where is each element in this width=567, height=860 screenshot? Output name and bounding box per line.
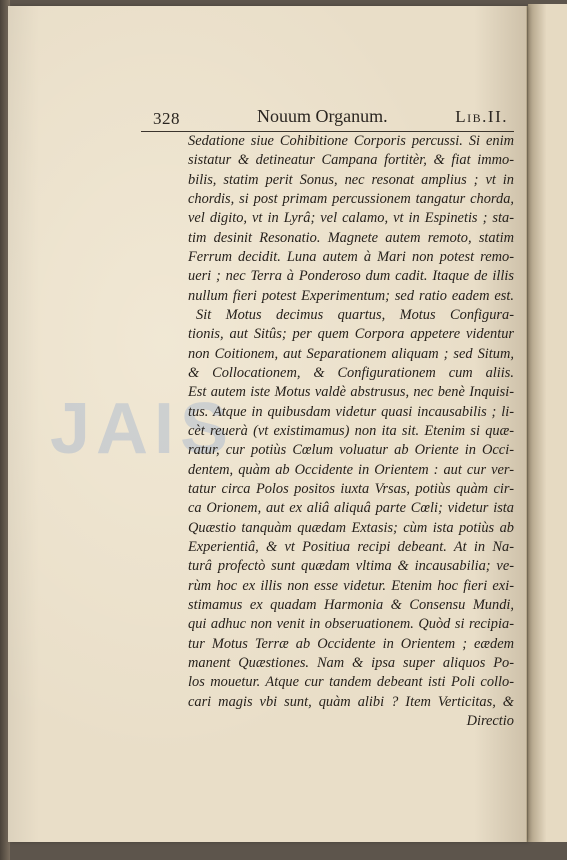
text-line: nullum fieri potest Experimentum; sed ratio eadem est. (188, 287, 514, 304)
text-line: Sedatione siue Cohibitione Corporis percussi. Si enim (188, 133, 514, 149)
text-line: ca Orionem, aut ex aliâ aliquâ parte Cœli; videtur ista (188, 500, 514, 517)
text-line: non Coitionem, aut Separationem aliquam ; sed Situm, (188, 345, 514, 362)
watermark: JAIS (50, 389, 235, 469)
book-label: Lib.II. (455, 107, 508, 126)
text-line: qui adhuc non venit in obseruationem. Quòd si recipia- (188, 616, 514, 633)
text-line: ueri ; nec Terra à Ponderoso dum cadit. Itaque de illis (188, 268, 514, 285)
text-line: tus. Atque in quibusdam videtur quasi incausabilis ; li- (188, 403, 514, 420)
text-line: vel digito, vt in Lyrâ; vel calamo, vt in Espinetis ; sta- (188, 210, 514, 227)
text-line: rùm hoc ex illis non esse videtur. Etenim hoc fieri exi- (188, 577, 514, 594)
text-line: & Collocationem, & Configurationem cum aliis. (188, 364, 514, 381)
text-line: chordis, si post primam percussionem tangatur chorda, (188, 190, 514, 207)
text-line: bilis, statim perit Sonus, nec resonat amplius ; vt in (188, 171, 514, 188)
text-line: cèt reuerà (vt existimamus) non ita sit. Etenim si quæ- (188, 422, 514, 439)
text-line: sistatur & detineatur Campana fortitèr, & fiat immo- (188, 152, 514, 169)
text-line: Quæstio tanquàm quædam Extasis; cùm ista potiùs ab (188, 519, 514, 536)
facing-page-edge (528, 4, 567, 842)
text-line: Sit Motus decimus quartus, Motus Configura- (196, 306, 514, 323)
catchword: Directio (466, 712, 514, 729)
text-line: Experientiâ, & vt Positiua recipi debeant. At in Na- (188, 538, 514, 555)
text-line: manent Quæstiones. Nam & ipsa super aliquos Po- (188, 654, 514, 671)
text-line: Est autem iste Motus valdè abstrusus, nec benè Inquisi- (188, 384, 514, 401)
text-line: tatur circa Polos positos iuxta Vrsas, potiùs quàm cir- (188, 480, 514, 497)
text-line: los mouetur. Atque cur tandem debeant isti Poli collo- (188, 674, 514, 691)
text-line: tur Motus Terræ ab Occidente in Orientem ; eædem (188, 635, 514, 652)
text-line: turâ profectò sunt quædam vltima & incausabilia; ve- (188, 558, 514, 575)
page-number: 328 (153, 109, 180, 128)
text-line: dentem, quàm ab Occidente in Orientem : aut cur ver- (188, 461, 514, 478)
text-line: Ferrum decidit. Luna autem à Mari non potest remo- (188, 248, 514, 265)
text-line: tionis, aut Sitûs; per quem Corpora appetere videntur (188, 326, 514, 343)
text-line: stimamus ex quadam Harmonia & Consensu Mundi, (188, 596, 514, 613)
running-title: Nouum Organum. (257, 106, 388, 126)
body-text (188, 132, 514, 731)
text-line: cari magis vbi sunt, quàm alibi ? Item Verticitas, & (188, 693, 514, 710)
text-line: ratur, cur potiùs Cœlum voluatur ab Oriente in Occi- (188, 442, 514, 459)
page-header (141, 103, 514, 129)
text-line: tim desinit Resonatio. Magnete autem remoto, statim (188, 229, 514, 246)
